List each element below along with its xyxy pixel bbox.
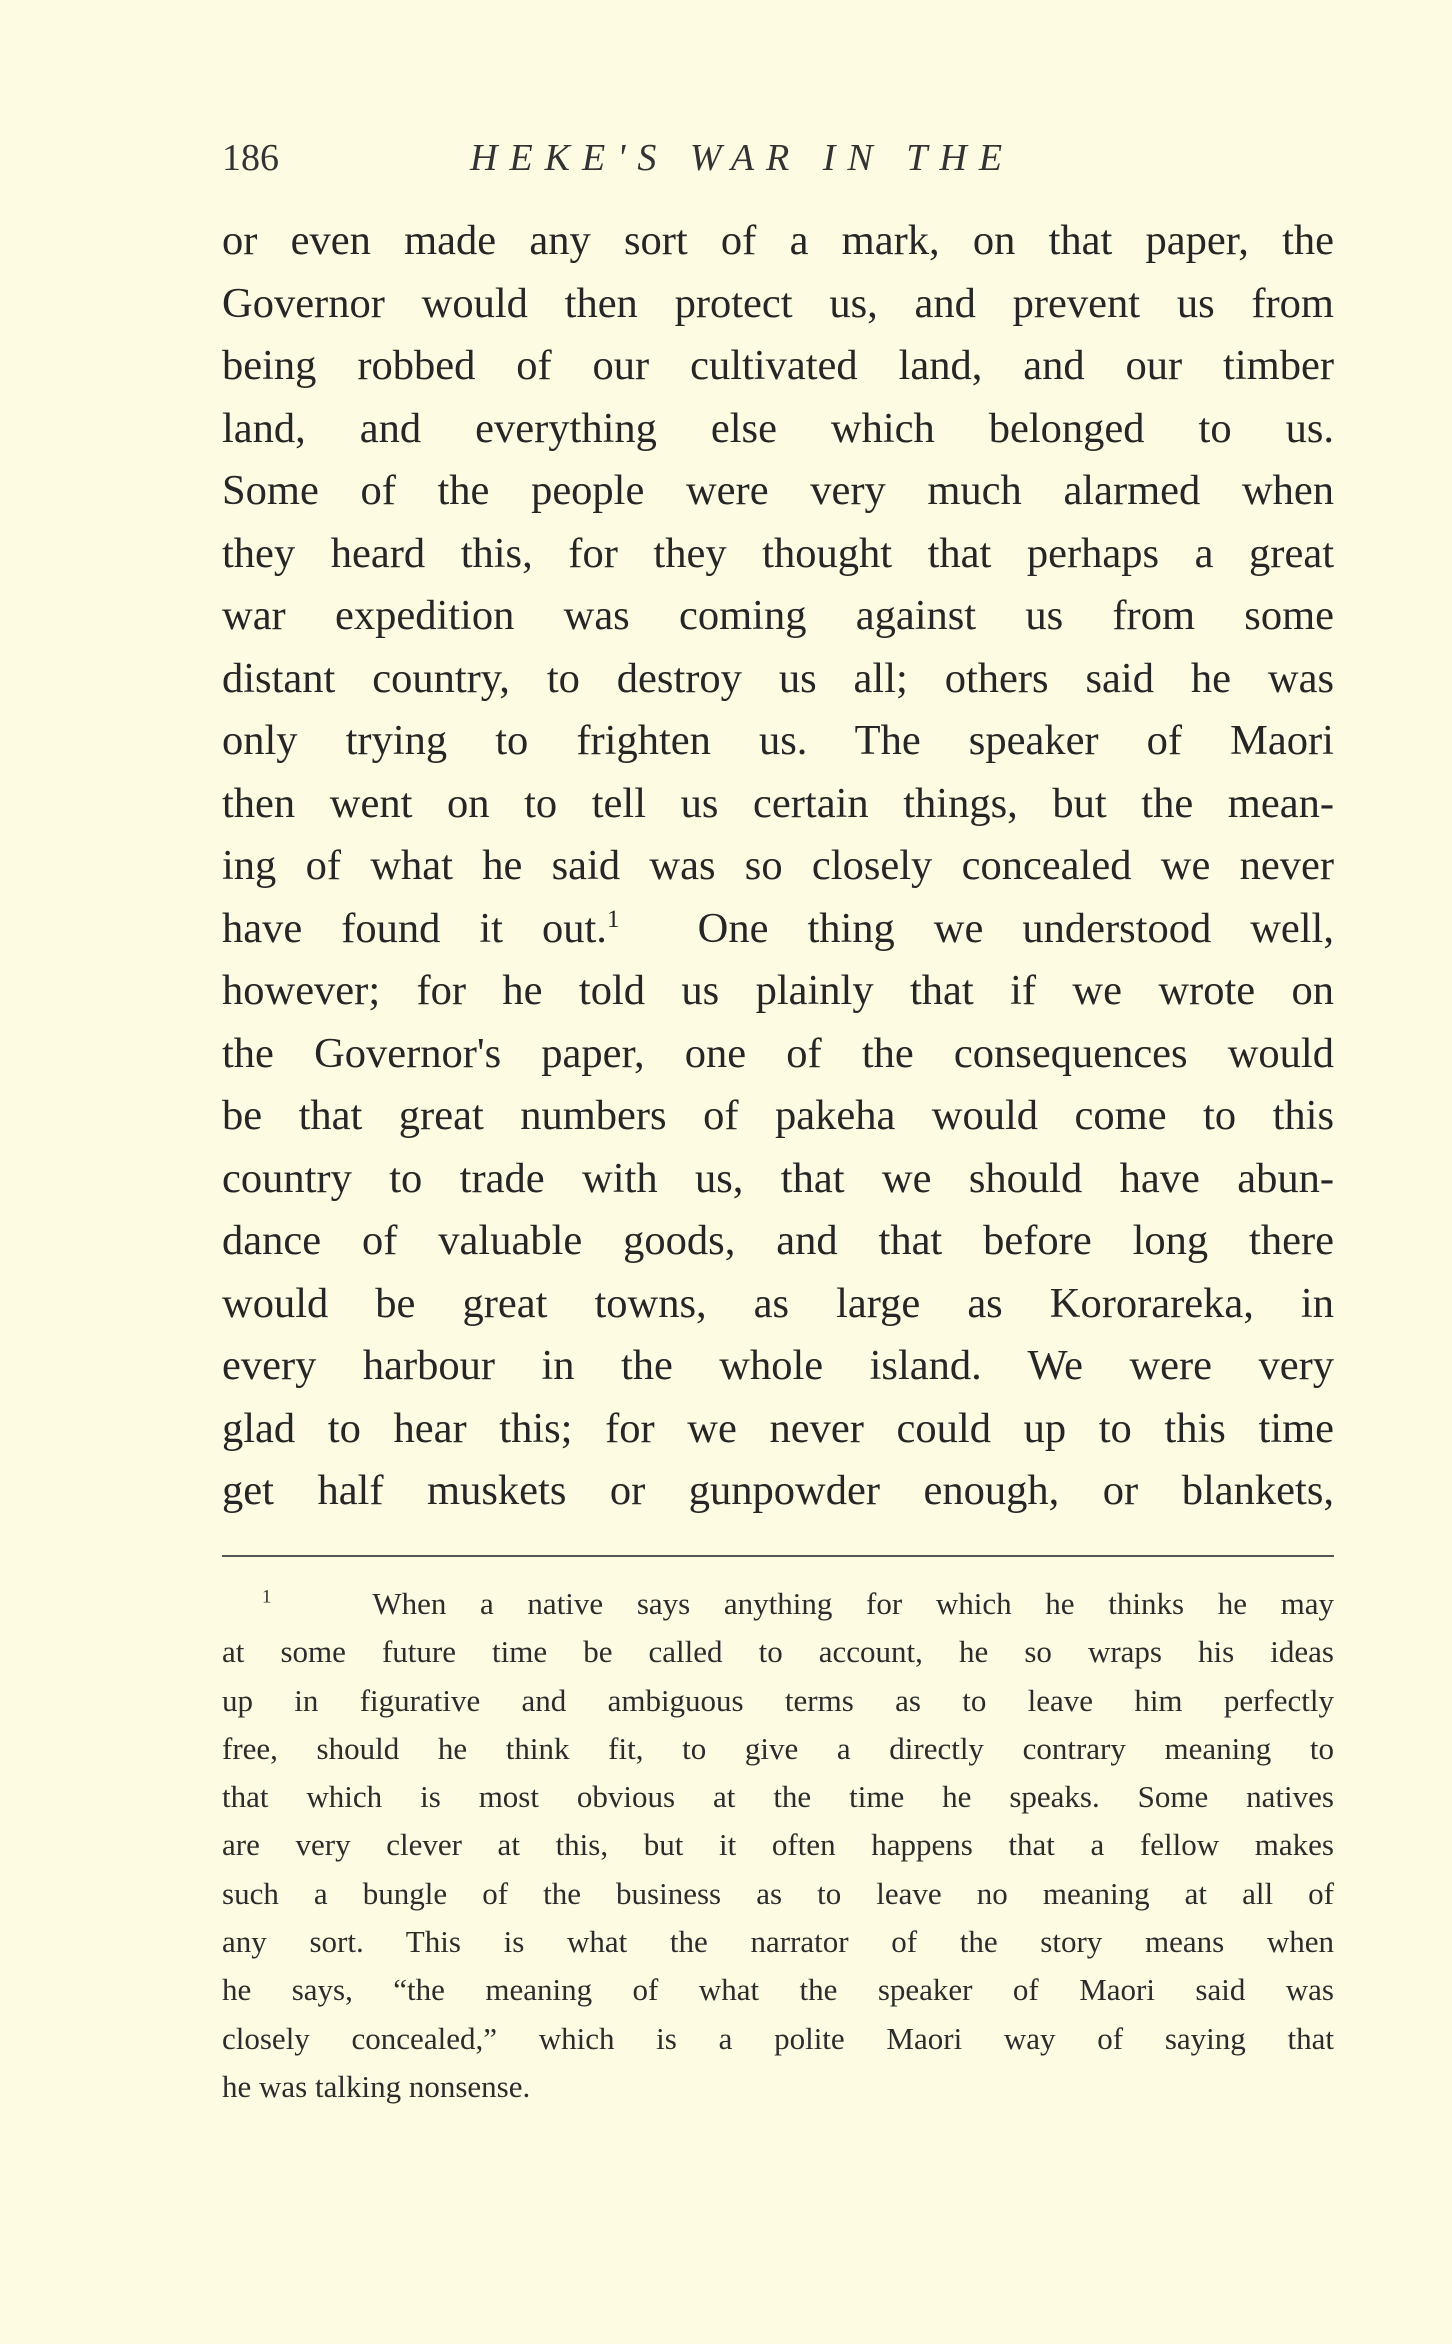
text-line: every harbour in the whole island. We were very	[222, 1342, 1334, 1389]
text-line: then went on to tell us certain things, but the mean-	[222, 779, 1334, 827]
page-number: 186	[222, 137, 279, 179]
footnote-line: are very clever at this, but it often happens that a fellow makes	[222, 1827, 1334, 1863]
text-line: being robbed of our cultivated land, and our timber	[222, 342, 1334, 389]
text-line: land, and everything else which belonged to us.	[222, 404, 1334, 452]
main-text	[222, 210, 1334, 1523]
text-line: however; for he told us plainly that if we wrote on	[222, 967, 1334, 1014]
footnote-divider	[222, 1555, 1334, 1557]
footnote-line: such a bungle of the business as to leave no meaning at all of	[222, 1875, 1334, 1911]
text-line: glad to hear this; for we never could up to this time	[222, 1404, 1334, 1452]
footnote-line: free, should he think fit, to give a directly contrary meaning to	[222, 1730, 1334, 1766]
footnote-line: he was talking nonsense.	[222, 2068, 531, 2104]
footnote-line: closely concealed,” which is a polite Maori way of saying that	[222, 2020, 1334, 2056]
text-fragment: have found it out.	[222, 904, 607, 952]
text-line-with-footnote-ref	[222, 898, 1334, 961]
text-line: would be great towns, as large as Kororareka, in	[222, 1279, 1334, 1327]
text-line: Governor would then protect us, and prevent us from	[222, 279, 1334, 327]
text-fragment: When a native says anything for which he thinks he may	[372, 1586, 1334, 1621]
footnote-reference: 1	[606, 903, 620, 933]
footnote-line: that which is most obvious at the time he speaks. Some natives	[222, 1779, 1334, 1815]
text-line: ing of what he said was so closely concealed we never	[222, 842, 1334, 889]
text-line: get half muskets or gunpowder enough, or blankets,	[222, 1467, 1334, 1514]
text-fragment: One thing we understood well,	[697, 904, 1334, 952]
text-line: war expedition was coming against us from some	[222, 592, 1334, 639]
text-line: distant country, to destroy us all; others said he was	[222, 654, 1334, 702]
text-line: they heard this, for they thought that perhaps a great	[222, 529, 1334, 577]
text-line: Some of the people were very much alarmed when	[222, 467, 1334, 514]
footnote-line: any sort. This is what the narrator of the story means when	[222, 1924, 1334, 1960]
footnote-line: at some future time be called to account, he so wraps his ideas	[222, 1634, 1334, 1670]
footnote-line	[222, 1580, 1334, 1628]
text-line: dance of valuable goods, and that before long there	[222, 1217, 1334, 1264]
text-line: be that great numbers of pakeha would come to this	[222, 1092, 1334, 1139]
text-line: the Governor's paper, one of the consequences would	[222, 1029, 1334, 1077]
running-head: HEKE'S WAR IN THE	[470, 137, 1015, 179]
text-line: country to trade with us, that we should have abun-	[222, 1154, 1334, 1202]
footnote-line: he says, “the meaning of what the speaker of Maori said was	[222, 1972, 1334, 2008]
footnote-marker: 1	[262, 1586, 272, 1608]
footnote	[222, 1580, 1334, 2111]
page-header	[222, 128, 1334, 188]
text-line: or even made any sort of a mark, on that paper, the	[222, 217, 1334, 264]
text-line: only trying to frighten us. The speaker of Maori	[222, 717, 1334, 764]
footnote-line: up in figurative and ambiguous terms as to leave him perfectly	[222, 1682, 1334, 1718]
